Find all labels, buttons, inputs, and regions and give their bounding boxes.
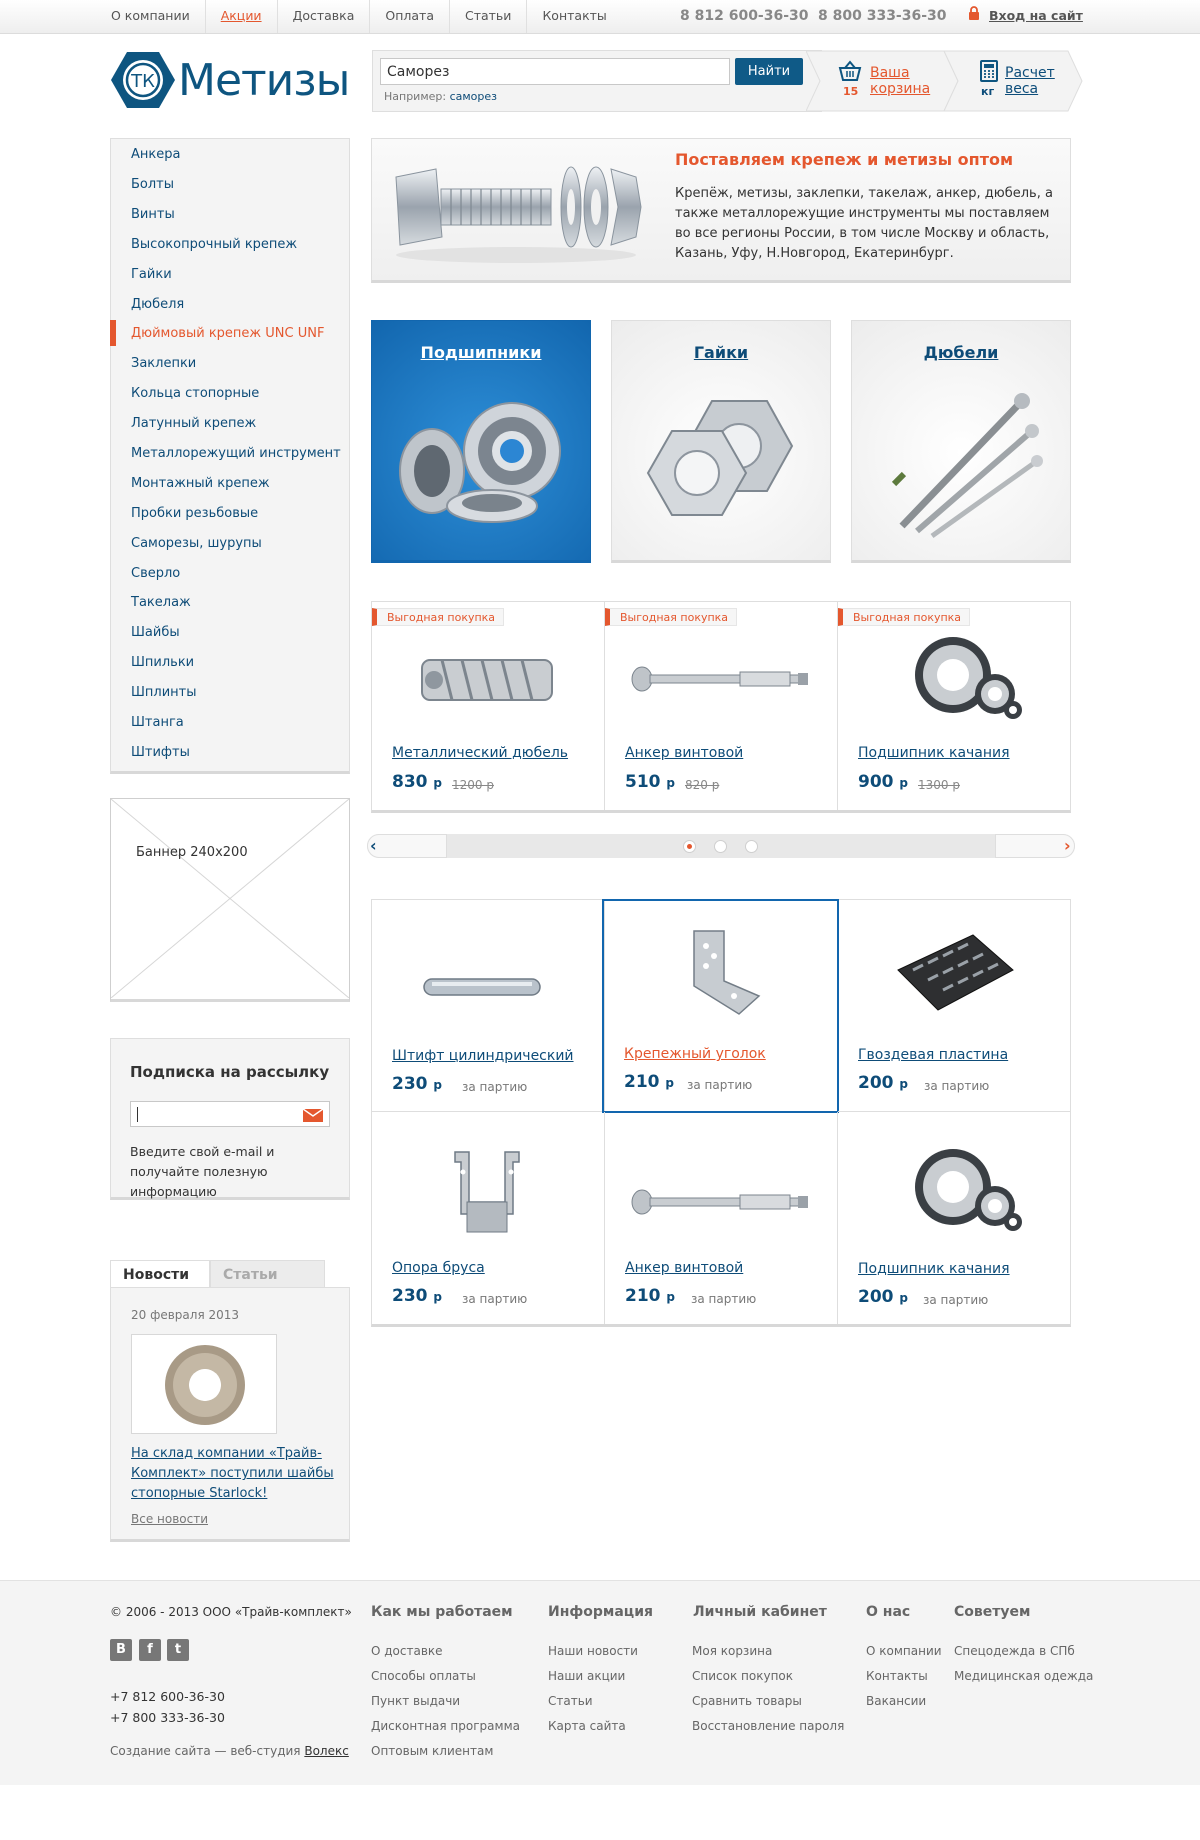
- subscribe-email-field[interactable]: [130, 1101, 330, 1127]
- cart-link[interactable]: Ваша корзина: [870, 65, 931, 97]
- carousel-dot[interactable]: [745, 840, 758, 853]
- category-item[interactable]: Сверло: [131, 566, 181, 581]
- product-price: 200 р: [858, 1287, 909, 1307]
- deal-price: 900 р: [858, 772, 909, 792]
- deal-card[interactable]: [605, 602, 838, 810]
- price-unit: за партию: [687, 1078, 753, 1092]
- search-button[interactable]: Найти: [735, 58, 803, 85]
- twitter-icon[interactable]: t: [167, 1639, 189, 1661]
- category-item[interactable]: Шпильки: [131, 655, 195, 670]
- footer-copyright: © 2006 - 2013 ООО «Трайв-комплект»: [110, 1605, 352, 1619]
- footer-phone-spb: +7 812 600-36-30: [110, 1689, 225, 1704]
- footer-link[interactable]: Дисконтная программа: [371, 1719, 520, 1733]
- tab-news[interactable]: Новости: [110, 1260, 210, 1288]
- category-item[interactable]: Винты: [131, 207, 175, 222]
- chevron-right-icon[interactable]: ›: [1064, 836, 1071, 855]
- category-item[interactable]: Монтажный крепеж: [131, 476, 270, 491]
- footer-link[interactable]: Статьи: [548, 1694, 593, 1708]
- nuts-image: [642, 391, 802, 531]
- footer-link[interactable]: Карта сайта: [548, 1719, 626, 1733]
- product-name[interactable]: Штифт цилиндрический: [392, 1048, 574, 1064]
- tab-articles[interactable]: Статьи: [210, 1260, 325, 1288]
- tile-title[interactable]: Подшипники: [420, 343, 542, 362]
- deal-product-name[interactable]: Подшипник качания: [858, 745, 1010, 761]
- deal-old-price: 1200 р: [452, 778, 494, 792]
- deal-old-price: 820 р: [685, 778, 720, 792]
- deal-old-price: 1300 р: [918, 778, 960, 792]
- footer-col-title: Советуем: [954, 1604, 1031, 1620]
- category-item[interactable]: Штифты: [131, 745, 190, 760]
- carousel-prev-button[interactable]: [367, 834, 447, 858]
- chevron-left-icon[interactable]: ‹: [370, 836, 377, 855]
- product-price: 210 р: [625, 1286, 676, 1306]
- footer-col-title: Как мы работаем: [371, 1604, 513, 1620]
- product-price: 210 р: [624, 1072, 675, 1092]
- category-item[interactable]: Саморезы, шурупы: [131, 536, 262, 551]
- search-hint-label: Например:: [384, 90, 447, 103]
- product-card[interactable]: [605, 1112, 838, 1324]
- top-nav: [96, 0, 622, 33]
- footer-link[interactable]: Способы оплаты: [371, 1669, 476, 1683]
- tile-title[interactable]: Дюбели: [923, 343, 999, 362]
- category-item-active[interactable]: Дюймовый крепеж UNC UNF: [131, 326, 325, 341]
- hero-title: Поставляем крепеж и метизы оптом: [675, 150, 1014, 169]
- deal-product-name[interactable]: Анкер винтовой: [625, 745, 744, 761]
- beam-support-image: [447, 1142, 527, 1234]
- product-name[interactable]: Гвоздевая пластина: [858, 1047, 1009, 1063]
- price-unit: за партию: [924, 1079, 990, 1093]
- tile-dowels[interactable]: [851, 320, 1071, 563]
- topnav-promotions[interactable]: Акции: [205, 0, 277, 33]
- envelope-icon[interactable]: [303, 1109, 323, 1122]
- dowels-image: [872, 391, 1052, 541]
- footer-link[interactable]: Восстановление пароля: [692, 1719, 845, 1733]
- carousel-next-button[interactable]: [995, 834, 1075, 858]
- text-cursor: [137, 1107, 138, 1122]
- product-card-selected[interactable]: [602, 899, 839, 1113]
- tile-nuts[interactable]: [611, 320, 831, 563]
- category-item[interactable]: Штанга: [131, 715, 184, 730]
- carousel-dot[interactable]: [714, 840, 727, 853]
- bearings-image: [382, 391, 582, 531]
- banner-label: Баннер 240х200: [136, 845, 248, 860]
- tile-bearings[interactable]: [371, 320, 591, 563]
- banner-placeholder[interactable]: [110, 798, 350, 1002]
- deal-card[interactable]: [838, 602, 1071, 810]
- footer-link[interactable]: Наши новости: [548, 1644, 638, 1658]
- corner-bracket-image: [684, 926, 764, 1016]
- basket-icon[interactable]: [838, 60, 862, 82]
- footer-col-title: О нас: [866, 1604, 911, 1620]
- header-phone-free: 8 800 333-36-30: [818, 8, 947, 24]
- deal-badge: Выгодная покупка: [372, 608, 504, 626]
- all-news-link[interactable]: Все новости: [131, 1512, 209, 1526]
- category-item[interactable]: Болты: [131, 177, 175, 192]
- footer-link[interactable]: Сравнить товары: [692, 1694, 802, 1708]
- news-image[interactable]: [131, 1334, 277, 1434]
- category-item[interactable]: Пробки резьбовые: [131, 506, 259, 521]
- product-card[interactable]: [838, 900, 1071, 1112]
- banner-cross: [111, 799, 349, 998]
- category-item[interactable]: Латунный крепеж: [131, 416, 257, 431]
- product-price: 230 р: [392, 1286, 443, 1306]
- studio-link[interactable]: Волекс: [304, 1744, 349, 1758]
- product-price: 200 р: [858, 1073, 909, 1093]
- category-item[interactable]: Заклепки: [131, 356, 197, 371]
- bolt-nut-washer-image: [386, 147, 646, 267]
- logo-text[interactable]: Метизы: [178, 55, 350, 106]
- active-category-marker: [110, 320, 116, 346]
- product-card[interactable]: [372, 900, 605, 1112]
- nail-plate-image: [888, 930, 1018, 1015]
- screw-anchor-image: [630, 1187, 815, 1217]
- footer-link[interactable]: Спецодежда в СПб: [954, 1644, 1075, 1658]
- cart-count-badge: 15: [843, 85, 859, 98]
- deal-badge: Выгодная покупка: [838, 608, 970, 626]
- topnav-contacts[interactable]: Контакты: [526, 0, 621, 33]
- metal-dowel-image: [412, 650, 562, 710]
- hero-text: Крепёж, метизы, заклепки, такелаж, анкер, дюбель, а также металлорежущие инструменты мы поставляем во все регионы России, в том числе Москву и область, Казань, Уфу, Н.Новгород, Екатеринбург.: [675, 186, 1053, 261]
- product-card[interactable]: [372, 1112, 605, 1324]
- category-item[interactable]: Шплинты: [131, 685, 197, 700]
- category-item[interactable]: Гайки: [131, 267, 172, 282]
- product-name[interactable]: Анкер винтовой: [625, 1260, 744, 1276]
- subscribe-description: Введите свой e-mail и получайте полезную информацию: [130, 1144, 275, 1199]
- price-unit: за партию: [462, 1292, 528, 1306]
- category-item[interactable]: Анкера: [131, 147, 181, 162]
- cylindrical-pin-image: [422, 975, 542, 999]
- topnav-articles[interactable]: Статьи: [449, 0, 526, 33]
- deal-price: 830 р: [392, 772, 443, 792]
- search-hint: [384, 90, 497, 103]
- weight-calc-link[interactable]: Расчет веса: [1005, 65, 1055, 97]
- news-headline-link[interactable]: На склад компании «Трайв-Комплект» поступили шайбы стопорные Starlock!: [131, 1446, 334, 1501]
- deal-product-name[interactable]: Металлический дюбель: [392, 745, 569, 761]
- news-date: 20 февраля 2013: [131, 1308, 240, 1322]
- footer-credits: [110, 1744, 349, 1758]
- topnav-payment[interactable]: Оплата: [369, 0, 449, 33]
- footer-link[interactable]: О доставке: [371, 1644, 443, 1658]
- footer-link[interactable]: Оптовым клиентам: [371, 1744, 494, 1758]
- carousel-dot-active[interactable]: [683, 840, 696, 853]
- footer-credits-text: Создание сайта — веб-студия: [110, 1744, 301, 1758]
- logo-mark: ТК: [131, 71, 155, 92]
- footer-phone-free: +7 800 333-36-30: [110, 1710, 225, 1725]
- deal-price: 510 р: [625, 772, 676, 792]
- product-name[interactable]: Крепежный уголок: [624, 1046, 766, 1062]
- footer-link[interactable]: Вакансии: [866, 1694, 927, 1708]
- category-item[interactable]: Такелаж: [131, 595, 191, 610]
- vk-icon[interactable]: В: [110, 1639, 132, 1661]
- starlock-washer-image: [160, 1340, 250, 1430]
- bearing-image: [913, 1142, 1023, 1242]
- login-link[interactable]: Вход на сайт: [989, 8, 1083, 23]
- footer-link[interactable]: Наши акции: [548, 1669, 626, 1683]
- search-hint-link[interactable]: саморез: [449, 90, 498, 103]
- product-card[interactable]: [838, 1112, 1071, 1324]
- deal-card[interactable]: [372, 602, 605, 810]
- price-unit: за партию: [691, 1292, 757, 1306]
- subscribe-title: Подписка на рассылку: [130, 1063, 330, 1081]
- footer-link[interactable]: Пункт выдачи: [371, 1694, 461, 1708]
- category-item[interactable]: Высокопрочный крепеж: [131, 237, 298, 252]
- product-name[interactable]: Опора бруса: [392, 1260, 485, 1276]
- price-unit: за партию: [462, 1080, 528, 1094]
- product-price: 230 р: [392, 1074, 443, 1094]
- category-item[interactable]: Металлорежущий инструмент: [131, 446, 341, 461]
- product-name[interactable]: Подшипник качания: [858, 1261, 1010, 1277]
- footer-link[interactable]: Медицинская одежда: [954, 1669, 1094, 1683]
- topnav-about[interactable]: О компании: [111, 8, 190, 23]
- category-item[interactable]: Дюбеля: [131, 297, 185, 312]
- footer-link[interactable]: О компании: [866, 1644, 942, 1658]
- price-unit: за партию: [923, 1293, 989, 1307]
- category-item[interactable]: Шайбы: [131, 625, 180, 640]
- calculator-icon[interactable]: [980, 60, 998, 82]
- deals-carousel: [371, 601, 1071, 813]
- product-grid: [371, 899, 1071, 1327]
- category-item[interactable]: Кольца стопорные: [131, 386, 260, 401]
- footer-link[interactable]: Контакты: [866, 1669, 928, 1683]
- footer-col-title: Информация: [548, 1604, 653, 1620]
- calc-unit: кг: [981, 85, 995, 98]
- screw-anchor-image: [630, 664, 815, 694]
- category-menu: [110, 138, 350, 774]
- footer-link[interactable]: Список покупок: [692, 1669, 793, 1683]
- topnav-delivery[interactable]: Доставка: [277, 0, 370, 33]
- tile-title[interactable]: Гайки: [693, 343, 749, 362]
- logo-icon[interactable]: [110, 50, 176, 110]
- lock-icon: [968, 6, 980, 20]
- footer-col-title: Личный кабинет: [693, 1604, 827, 1620]
- facebook-icon[interactable]: f: [139, 1639, 161, 1661]
- search-input[interactable]: [380, 58, 730, 85]
- deal-badge: Выгодная покупка: [605, 608, 737, 626]
- news-tabs: [110, 1260, 350, 1288]
- header-phone-spb: 8 812 600-36-30: [680, 8, 809, 24]
- top-bar: [0, 0, 1200, 34]
- footer-link[interactable]: Моя корзина: [692, 1644, 773, 1658]
- bearing-image: [913, 630, 1023, 730]
